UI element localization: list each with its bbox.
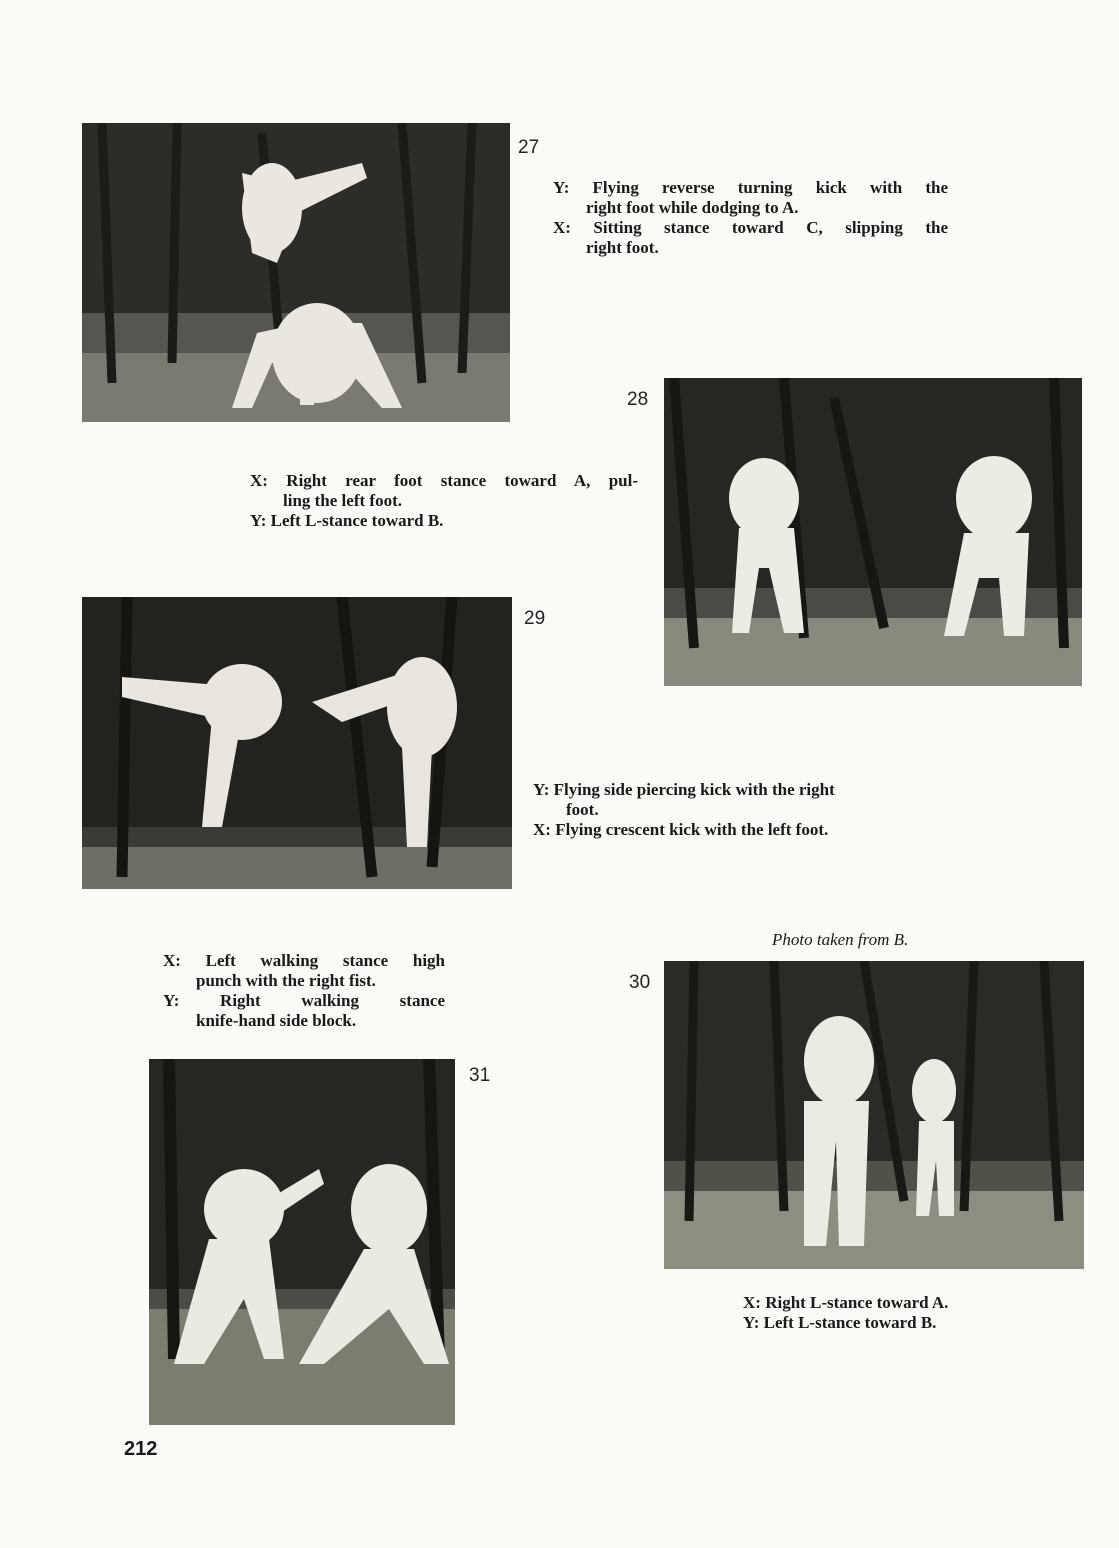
caption-line: X: Right L-stance toward A. xyxy=(743,1293,949,1312)
caption-line-text: right foot. xyxy=(586,238,659,257)
photo-27 xyxy=(82,123,510,422)
caption-line-text: foot. xyxy=(566,800,599,819)
photo-28 xyxy=(664,378,1082,686)
caption-30 xyxy=(743,1293,1043,1333)
caption-line: Y: Left L-stance toward B. xyxy=(250,511,444,530)
caption-line-text: knife-hand side block. xyxy=(196,1011,357,1030)
figure-number-29: 29 xyxy=(524,608,546,629)
photo-29 xyxy=(82,597,512,889)
caption-line: Y: Flying reverse turning kick with the xyxy=(553,178,948,197)
caption-line xyxy=(553,238,948,258)
caption-31 xyxy=(163,951,445,1031)
caption-27 xyxy=(553,178,948,258)
caption-line: X: Flying crescent kick with the left foot. xyxy=(533,820,829,839)
caption-line xyxy=(163,1011,445,1031)
caption-line xyxy=(250,491,638,511)
figure-number-30: 30 xyxy=(629,972,651,993)
photo-30 xyxy=(664,961,1084,1269)
caption-line-text: right foot while dodging to A. xyxy=(586,198,799,217)
caption-line: Y: Left L-stance toward B. xyxy=(743,1313,937,1332)
caption-29 xyxy=(533,780,928,840)
caption-line: X: Right rear foot stance toward A, pul- xyxy=(250,471,638,490)
page-number: 212 xyxy=(124,1438,158,1460)
photo-31 xyxy=(149,1059,455,1425)
photo-note-30: Photo taken from B. xyxy=(772,930,909,949)
caption-line: Y: Flying side piercing kick with the right xyxy=(533,780,835,799)
caption-line-text: ling the left foot. xyxy=(283,491,402,510)
caption-line xyxy=(553,198,948,218)
figure-number-28: 28 xyxy=(627,389,649,410)
caption-line-text: punch with the right fist. xyxy=(196,971,376,990)
caption-line xyxy=(163,971,445,991)
caption-28 xyxy=(250,471,638,531)
caption-line xyxy=(533,800,928,820)
caption-line: Y: Right walking stance xyxy=(163,991,445,1010)
caption-line: X: Sitting stance toward C, slipping the xyxy=(553,218,948,237)
caption-line: X: Left walking stance high xyxy=(163,951,445,970)
figure-number-27: 27 xyxy=(518,137,540,158)
figure-number-31: 31 xyxy=(469,1065,491,1086)
